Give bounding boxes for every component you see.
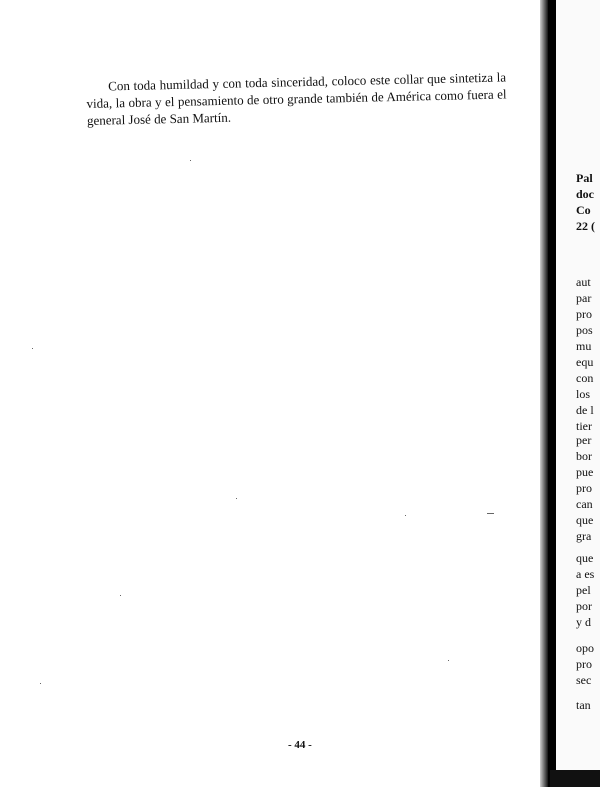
right-page	[556, 0, 600, 787]
text-fragment: aut	[576, 275, 591, 289]
text-fragment: pue	[576, 465, 594, 479]
heading-fragment: Pal	[576, 171, 593, 185]
text-fragment: par	[576, 291, 592, 305]
text-fragment: a es	[576, 567, 595, 581]
text-fragment: sec	[576, 673, 592, 687]
text-fragment: de l	[576, 403, 594, 417]
heading-fragment: doc	[576, 187, 594, 201]
scan-speck	[405, 515, 406, 516]
right-text-block	[576, 275, 600, 435]
text-fragment: per	[576, 433, 592, 447]
scan-speck	[190, 160, 191, 161]
right-text-block	[576, 433, 600, 545]
scan-speck	[487, 513, 494, 514]
text-fragment: con	[576, 371, 594, 385]
text-fragment: opo	[576, 641, 594, 655]
text-fragment: equ	[576, 355, 594, 369]
text-fragment: gra	[576, 529, 592, 543]
text-fragment: can	[576, 497, 593, 511]
text-fragment: y d	[576, 615, 591, 629]
right-text-block	[576, 551, 600, 631]
text-fragment: que	[576, 551, 594, 565]
text-fragment: por	[576, 599, 592, 613]
right-text-block	[576, 698, 600, 714]
bottom-shadow	[550, 770, 600, 787]
text-fragment: pro	[576, 481, 592, 495]
gutter-shadow	[548, 0, 556, 787]
scan-speck	[32, 348, 33, 349]
text-fragment: tier	[576, 419, 592, 433]
right-heading	[576, 170, 595, 234]
text-fragment: pos	[576, 323, 593, 337]
text-fragment: pel	[576, 583, 591, 597]
scan-speck	[40, 683, 41, 684]
text-fragment: tan	[576, 698, 591, 712]
text-fragment: pro	[576, 307, 592, 321]
text-fragment: mu	[576, 339, 592, 353]
scan-speck	[236, 498, 237, 499]
page-number: - 44 -	[288, 739, 312, 751]
heading-fragment: 22 (	[576, 219, 595, 233]
text-fragment: pro	[576, 657, 592, 671]
text-fragment: los	[576, 387, 591, 401]
body-paragraph: Con toda humildad y con toda sinceridad, coloco este collar que sintetiza la vida, la obra y el pensamiento de otro grande también de América como fuera el general José de San Martín.	[86, 69, 507, 128]
scan-speck	[120, 595, 121, 596]
text-fragment: que	[576, 513, 594, 527]
right-text-block	[576, 641, 600, 689]
scan-speck	[448, 660, 449, 661]
heading-fragment: Co	[576, 203, 591, 217]
text-fragment: bor	[576, 449, 592, 463]
